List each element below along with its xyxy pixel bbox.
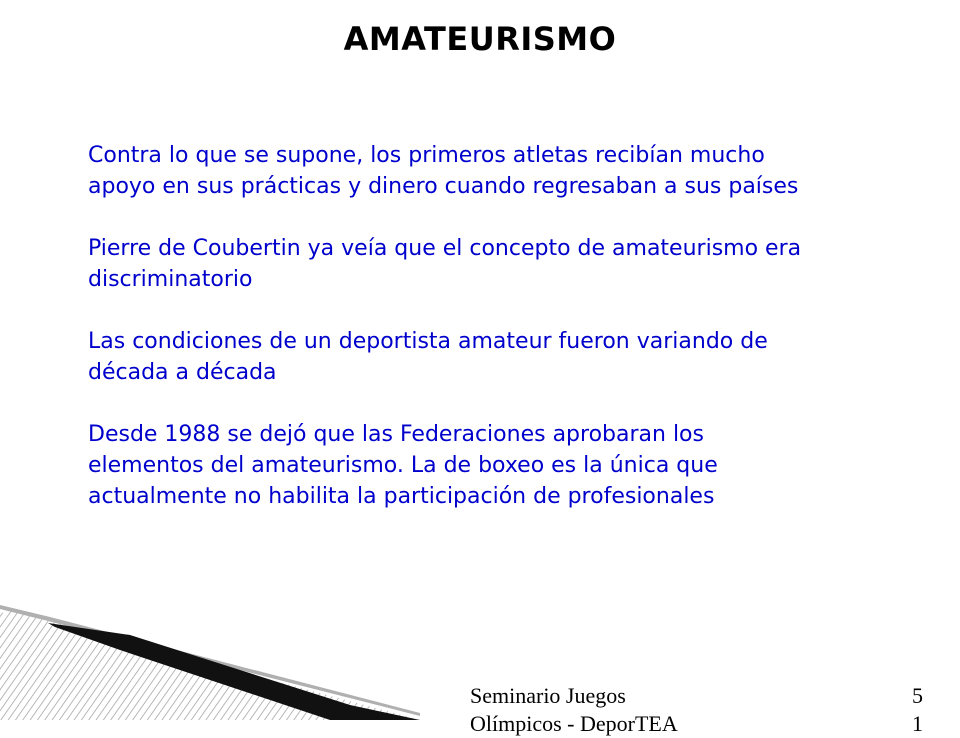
paragraph-1	[88, 140, 878, 202]
footer-line-2: Olímpicos - DeporTEA	[470, 711, 678, 736]
paragraph-3-line-2: década a década	[88, 360, 277, 385]
footer-text	[470, 682, 770, 738]
paragraph-2-line-1: Pierre de Coubertin ya veía que el concepto de amateurismo era	[88, 236, 802, 261]
slide-number	[912, 682, 942, 738]
paragraph-3	[88, 326, 878, 388]
paragraph-2-line-2: discriminatorio	[88, 267, 253, 292]
paragraph-1-line-2: apoyo en sus prácticas y dinero cuando regresaban a sus países	[88, 174, 799, 199]
footer-line-1: Seminario Juegos	[470, 683, 626, 708]
paragraph-2	[88, 233, 878, 295]
paragraph-1-line-1: Contra lo que se supone, los primeros atletas recibían mucho	[88, 143, 765, 168]
decorative-stripes-graphic	[0, 595, 420, 720]
slide-number-line-2: 1	[912, 711, 923, 736]
slide-title: AMATEURISMO	[343, 20, 617, 58]
paragraph-4-line-1: Desde 1988 se dejó que las Federaciones aprobaran los	[88, 422, 704, 447]
paragraph-3-line-1: Las condiciones de un deportista amateur fueron variando de	[88, 329, 768, 354]
paragraph-4-line-3: actualmente no habilita la participación de profesionales	[88, 484, 715, 509]
paragraph-4	[88, 419, 878, 512]
paragraph-4-line-2: elementos del amateurismo. La de boxeo es la única que	[88, 453, 718, 478]
slide-number-line-1: 5	[912, 683, 923, 708]
slide-body	[88, 140, 878, 543]
